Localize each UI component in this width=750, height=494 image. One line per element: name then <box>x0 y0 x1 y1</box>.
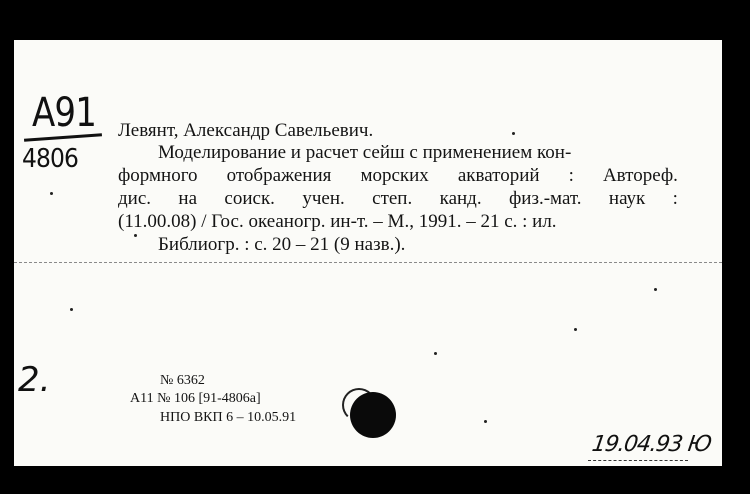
catalog-card <box>14 40 722 466</box>
word: учен. <box>302 188 345 209</box>
word: акваторий <box>457 165 540 186</box>
speck <box>512 132 515 135</box>
handwritten-date: 19.04.93 Ю <box>590 432 713 457</box>
word: формного <box>118 165 198 186</box>
speck <box>654 288 657 291</box>
word: морских <box>360 165 429 186</box>
word: Автореф. <box>602 165 678 186</box>
title-line-1: Моделирование и расчет сейш с применением кон- <box>158 142 572 163</box>
word: дис. <box>118 188 152 209</box>
word: соиск. <box>224 188 275 209</box>
speck <box>50 192 53 195</box>
speck <box>134 234 137 237</box>
word: физ.-мат. <box>508 188 582 209</box>
speck <box>434 352 437 355</box>
handwritten-mark: 2. <box>18 360 51 400</box>
word: на <box>178 188 198 209</box>
registration-npo: НПО ВКП 6 – 10.05.91 <box>160 410 297 425</box>
title-line-3 <box>118 187 678 210</box>
ink-stamp-icon <box>350 392 396 438</box>
word: степ. <box>372 188 413 209</box>
word: наук <box>608 188 646 209</box>
call-number-top: A91 <box>32 90 96 136</box>
word: : <box>568 165 574 186</box>
word: канд. <box>439 188 482 209</box>
title-line-2 <box>118 164 678 187</box>
word: отображения <box>226 165 332 186</box>
speck <box>70 308 73 311</box>
card-divider <box>14 262 722 263</box>
speck <box>574 328 577 331</box>
publication-line: (11.00.08) / Гос. океаногр. ин-т. – М., 1991. – 21 с. : ил. <box>118 211 557 232</box>
author-heading: Левянт, Александр Савельевич. <box>118 120 374 141</box>
registration-record: А11 № 106 [91-4806а] <box>130 391 261 406</box>
date-underline <box>588 460 688 461</box>
speck <box>484 420 487 423</box>
call-number-bottom: 4806 <box>22 144 78 174</box>
bibliography-note: Библиогр. : с. 20 – 21 (9 назв.). <box>158 234 406 255</box>
word: : <box>672 188 678 209</box>
registration-number: № 6362 <box>160 373 205 388</box>
